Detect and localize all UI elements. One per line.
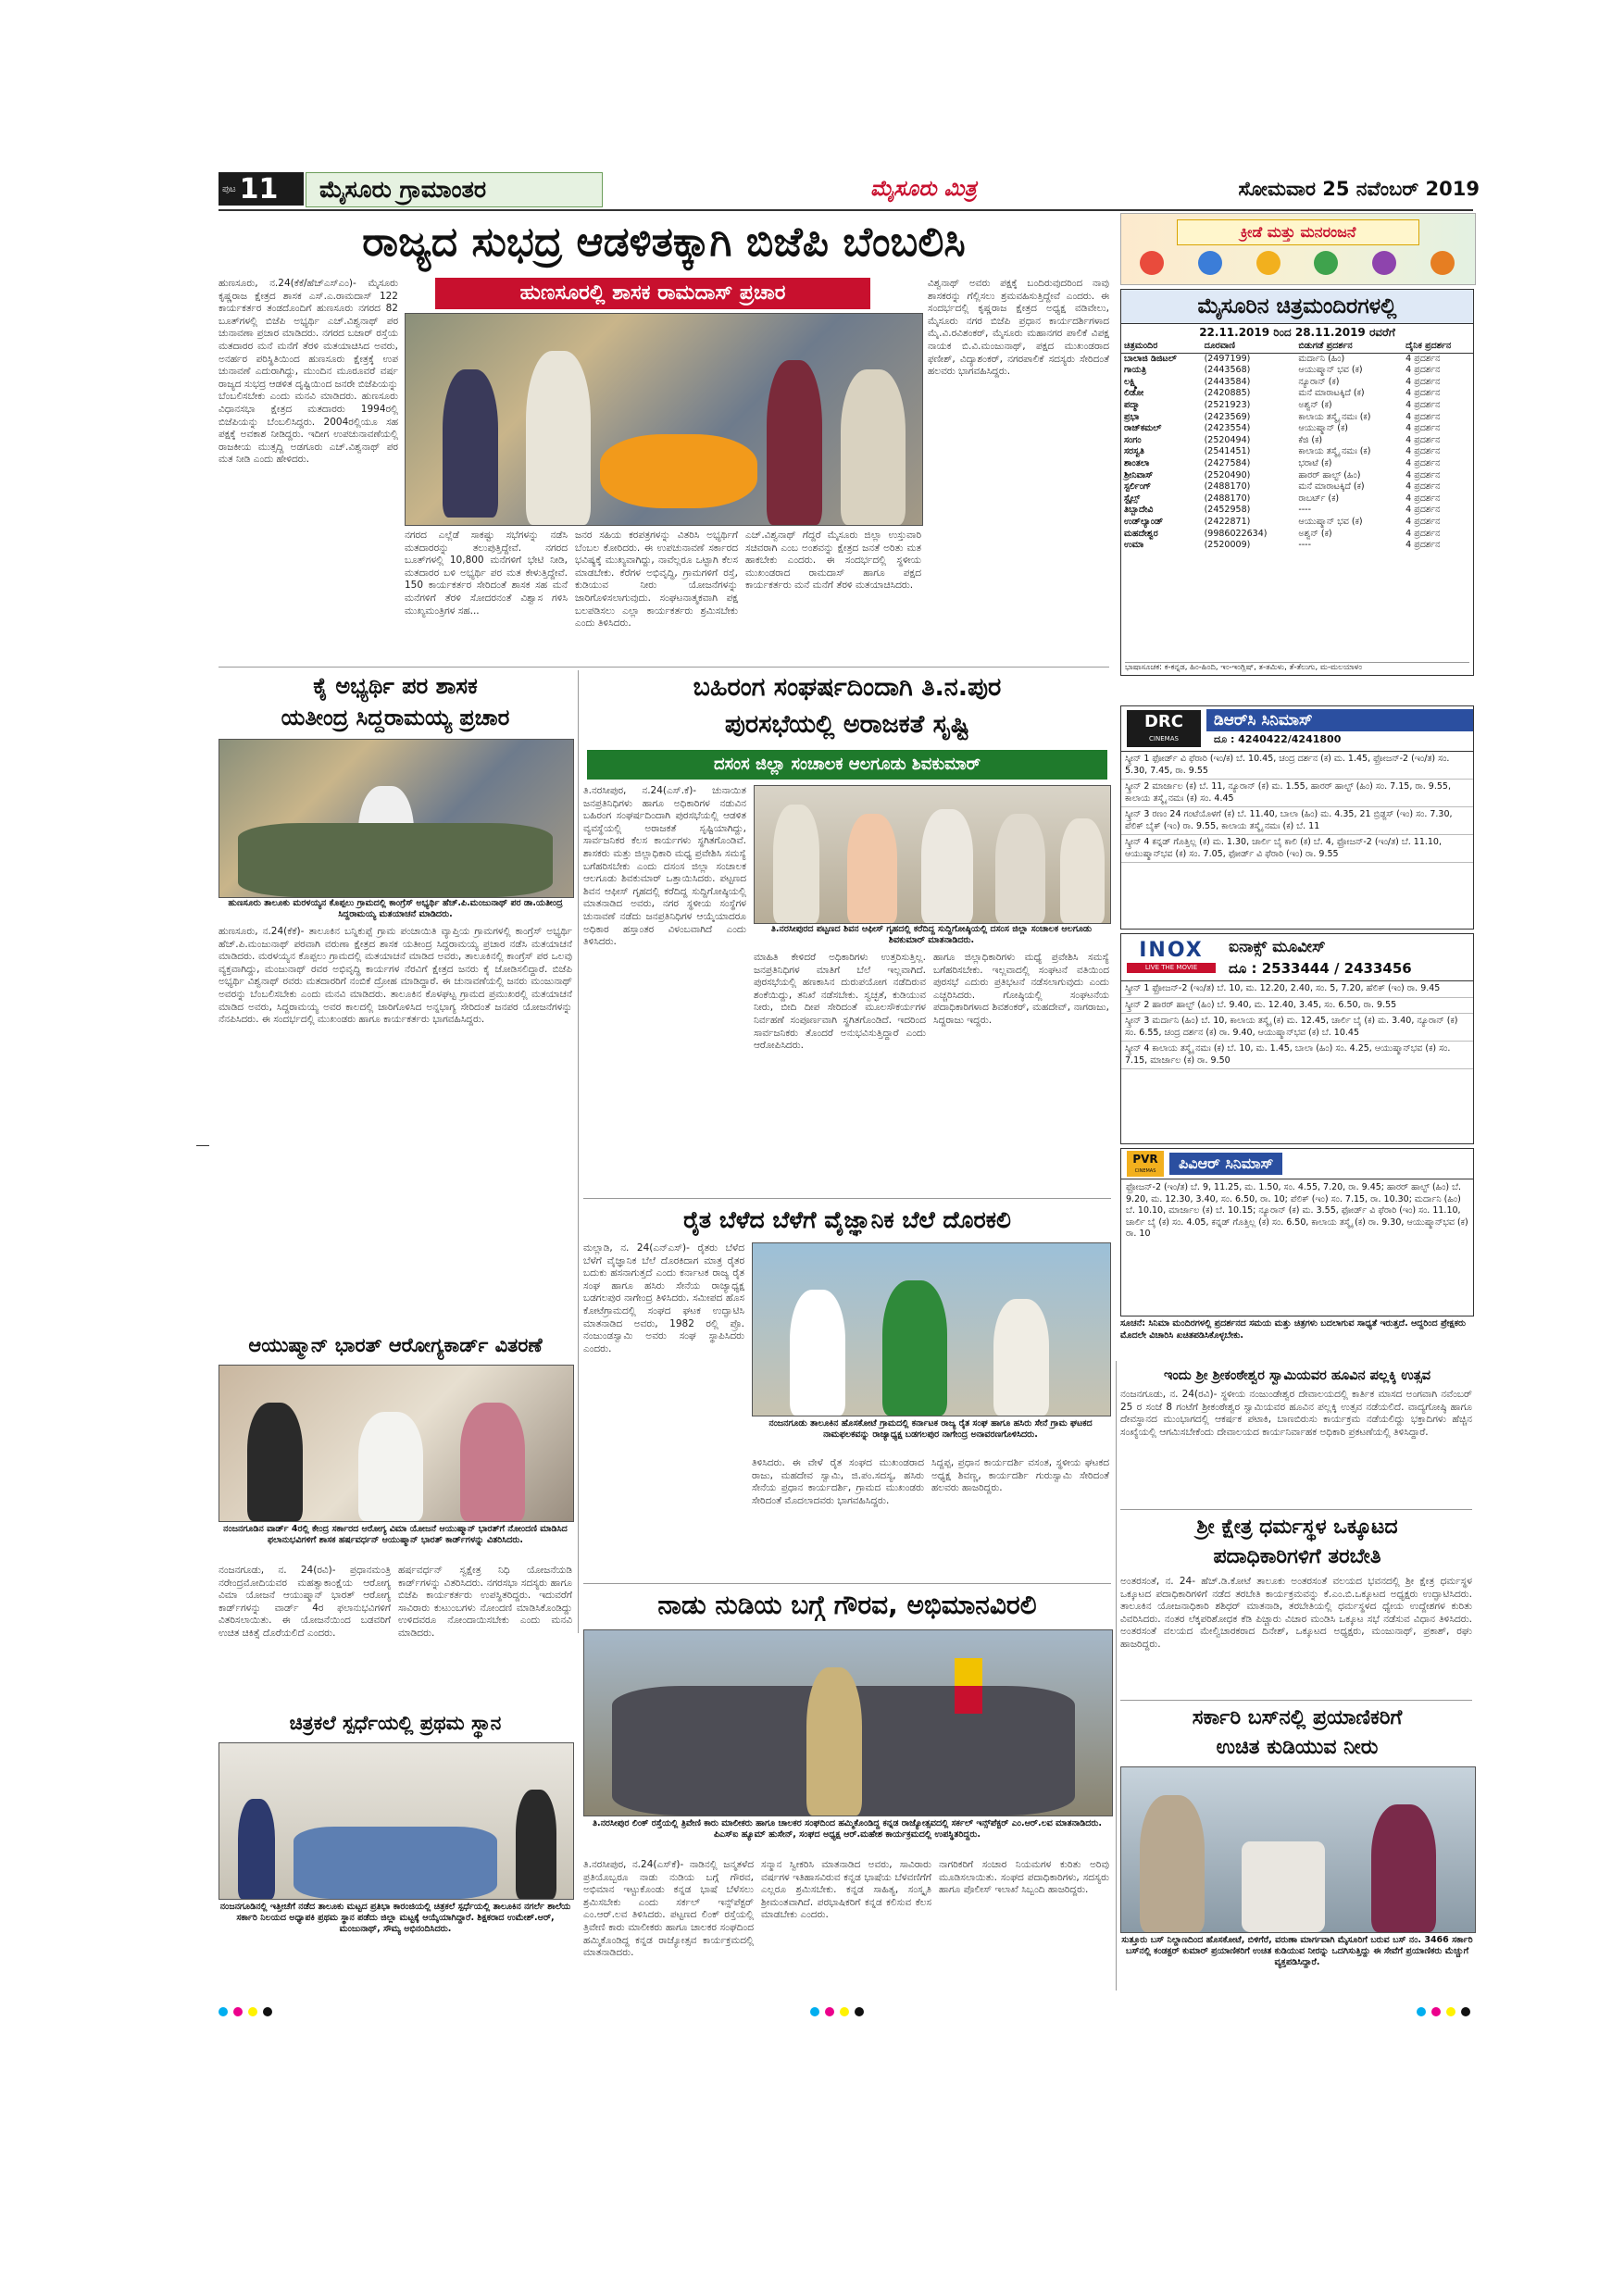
theatre-row [1121, 481, 1473, 493]
tnpura-col-2: ಮಾಹಿತಿ ಕೇಳಿದರೆ ಅಧಿಕಾರಿಗಳು ಉತ್ತರಿಸುತ್ತಿಲ್ಲ. ಜನಪ್ರತಿನಿಧಿಗಳ ಮಾತಿಗೆ ಬೆಲೆ ಇಲ್ಲವಾಗಿದೆ. ಪುರಸಭೆಯಲ್ಲಿ ಹಣಕಾಸಿನ ದುರುಪಯೋಗ ನಡೆದಿರುವ ಶಂಕೆಯಿದ್ದು, ತನಿಖೆ ನಡೆಸಬೇಕು. ಸ್ವಚ್ಛತೆ, ಕುಡಿಯುವ ನೀರು, ಬೀದಿ ದೀಪ ಸೇರಿದಂತೆ ಮೂಲಸೌಕರ್ಯಗಳ ನಿರ್ವಹಣೆ ಸಂಪೂರ್ಣವಾಗಿ ಸ್ಥಗಿತಗೊಂಡಿದೆ. ಇದರಿಂದ ಸಾರ್ವಜನಿಕರು ತೊಂದರೆ ಅನುಭವಿಸುತ್ತಿದ್ದಾರೆ ಎಂದು ಆರೋಪಿಸಿದರು. [754, 952, 926, 1052]
theatre-cell: ಪದ್ಮಾ [1124, 399, 1140, 410]
theatre-cell: ಹಾರರ್ ಹಾಲ್ಟ್ (ಹಿಂ) [1298, 469, 1361, 480]
theatre-table [1121, 341, 1473, 552]
drc-screen-row: ಸ್ಕ್ರೀನ್ 4 ಕನ್ನಡ್ ಗೊತ್ತಿಲ್ಲ (ಕ) ಮ. 1.30, ಚಾರ್ಲಿ ಬೈ ಕಾಲಿ (ಕ) ಬೆ. 4, ಫ್ರೋಜನ್-2 (ಇಂ/ತ) ಬೆ. 11.10, ಆಯುಷ್ಮಾನ್‌ಭವ (ಕ) ಸಂ. 7.05, ಫೋರ್ಡ್ ವಿ ಫೆರಾರಿ (ಇಂ) ರಾ. 9.55 [1121, 835, 1473, 863]
theatre-cell: (2488170) [1204, 493, 1251, 504]
theatre-cell: ರಾಜ್‌ಕಮಲ್ [1124, 423, 1162, 434]
bus-photo [1120, 1766, 1476, 1933]
theatre-cell: 4 ಪ್ರದರ್ಶನ [1405, 365, 1441, 376]
naadu-col-1: ತಿ.ನರಸೀಪುರ, ನ.24(ಎಸ್‌ಕೆ)- ನಾಡಿನಲ್ಲಿ ಜನ್ಮತಳೆದ ಪ್ರತಿಯೊಬ್ಬರೂ ನಾಡು ನುಡಿಯ ಬಗ್ಗೆ ಗೌರವ, ಅಭಿಮಾನ ಇಟ್ಟುಕೊಂಡು ಕನ್ನಡ ಭಾಷೆ ಬೆಳೆಸಲು ಶ್ರಮಿಸಬೇಕು ಎಂದು ಸರ್ಕಲ್ ಇನ್ಸ್‌ಪೆಕ್ಟರ್ ಎಂ.ಆರ್.ಲವ ತಿಳಿಸಿದರು. ಪಟ್ಟಣದ ಲಿಂಕ್ ರಸ್ತೆಯಲ್ಲಿ ತ್ರಿವೇಣಿ ಕಾರು ಮಾಲೀಕರು ಹಾಗೂ ಚಾಲಕರ ಸಂಘದಿಂದ ಹಮ್ಮಿಕೊಂಡಿದ್ದ ಕನ್ನಡ ರಾಜ್ಯೋತ್ಸವ ಕಾರ್ಯಕ್ರಮದಲ್ಲಿ ಮಾತನಾಡಿದರು. [583, 1859, 754, 1959]
theatre-cell: ಮನೆ ಮಾರಾಟಕ್ಕಿದೆ (ಕ) [1298, 481, 1365, 493]
bus-headline-2: ಉಚಿತ ಕುಡಿಯುವ ನೀರು [1216, 1736, 1379, 1759]
theatre-row [1121, 446, 1473, 458]
naadu-col-2: ಸನ್ಮಾನ ಸ್ವೀಕರಿಸಿ ಮಾತನಾಡಿದ ಅವರು, ಸಾವಿರಾರು ವರ್ಷಗಳ ಇತಿಹಾಸವಿರುವ ಕನ್ನಡ ಭಾಷೆಯ ಬೆಳವಣಿಗೆಗೆ ಎಲ್ಲರೂ ಶ್ರಮಿಸಬೇಕು. ಕನ್ನಡ ಸಾಹಿತ್ಯ, ಸಂಸ್ಕೃತಿ ಶ್ರೀಮಂತವಾಗಿದೆ. ಪರಭಾಷಿಕರಿಗೆ ಕನ್ನಡ ಕಲಿಸುವ ಕೆಲಸ ಮಾಡಬೇಕು ಎಂದರು. [761, 1859, 931, 1921]
bus-headline-1: ಸರ್ಕಾರಿ ಬಸ್‌ನಲ್ಲಿ ಪ್ರಯಾಣಿಕರಿಗೆ [1192, 1706, 1403, 1729]
yathindra-caption: ಹುಣಸೂರು ತಾಲೂಕು ಮರಳಯ್ಯನ ಕೊಪ್ಪಲು ಗ್ರಾಮದಲ್ಲಿ ಕಾಂಗ್ರೆಸ್ ಅಭ್ಯರ್ಥಿ ಹೆಚ್.ಪಿ.ಮಂಜುನಾಥ್ ಪರ ಡಾ.ಯತೀಂದ್ರ ಸಿದ್ದರಾಮಯ್ಯ ಮತಯಾಚನೆ ಮಾಡಿದರು. [228, 898, 563, 919]
theatre-cell: ಮನೆ ಮಾರಾಟಕ್ಕಿದೆ (ಕ) [1298, 388, 1365, 399]
theatre-cell: (2427584) [1204, 457, 1251, 468]
ayushman-photo [219, 1365, 574, 1522]
theatre-cell: ಶಾಂತಲಾ [1124, 457, 1150, 468]
theatre-cell: (2422871) [1204, 516, 1251, 527]
theatre-cell: (2520490) [1204, 469, 1251, 480]
theatre-cell: (2488170) [1204, 481, 1251, 493]
naadu-headline: ನಾಡು ನುಡಿಯ ಬಗ್ಗೆ ಗೌರವ, ಅಭಿಮಾನವಿರಲಿ [657, 1590, 1037, 1620]
lead-headline: ರಾಜ್ಯದ ಸುಭದ್ರ ಆಡಳಿತಕ್ಕಾಗಿ ಬಿಜೆಪಿ ಬೆಂಬಲಿಸಿ [362, 218, 966, 266]
farmer-headline: ರೈತ ಬೆಳೆದ ಬೆಳೆಗೆ ವೈಜ್ಞಾನಿಕ ಬೆಲೆ ದೊರಕಲಿ [683, 1206, 1011, 1233]
theatre-cell: 4 ಪ್ರದರ್ಶನ [1405, 434, 1441, 445]
theatre-cell: ಕಾಲಾಯ ತಸ್ಮೈ ನಮಃ (ಕ) [1298, 446, 1371, 457]
farmer-caption: ನಂಜನಗೂಡು ತಾಲೂಕಿನ ಹೊಸಕೋಟೆ ಗ್ರಾಮದಲ್ಲಿ ಕರ್ನಾಟಕ ರಾಜ್ಯ ರೈತ ಸಂಘ ಹಾಗೂ ಹಸಿರು ಸೇನೆ ಗ್ರಾಮ ಘಟಕದ ನಾಮಫಲಕವನ್ನು ರಾಜ್ಯಾಧ್ಯಕ್ಷ ಬಡಗಲಪುರ ನಾಗೇಂದ್ರ ಅನಾವರಣಗೊಳಿಸಿದರು. [768, 1418, 1093, 1440]
section-title: ಮೈಸೂರು ಗ್ರಾಮಾಂತರ [306, 172, 603, 207]
drc-logo: DRC CINEMAS [1127, 710, 1201, 747]
theatre-cell: ಬಾಲಾಜಿ ಡಿಜಿಟಲ್ [1124, 353, 1177, 364]
theatre-cell: 4 ಪ್ರದರ್ಶನ [1405, 457, 1441, 468]
theatre-footnote: ಭಾಷಾಸೂಚಕ: ಕ-ಕನ್ನಡ, ಹಿಂ-ಹಿಂದಿ, ಇಂ-ಇಂಗ್ಲಿಷ್, ತ-ತಮಿಳು, ತೆ-ತೆಲುಗು, ಮ-ಮಲಯಾಳಂ [1125, 662, 1469, 673]
theatre-row [1121, 517, 1473, 529]
yathindra-headline-1: ಕೈ ಅಭ್ಯರ್ಥಿ ಪರ ಶಾಸಕ [313, 673, 478, 699]
registration-dot [233, 2007, 243, 2016]
theatre-row [1121, 412, 1473, 424]
inox-screen-row: ಸ್ಕ್ರೀನ್ 2 ಹಾರರ್ ಹಾಲ್ಟ್ (ಹಿಂ) ಬೆ. 9.40, ಮ. 12.40, 3.45, ಸಂ. 6.50, ರಾ. 9.55 [1121, 998, 1473, 1015]
dharmasthala-headline-1: ಶ್ರೀ ಕ್ಷೇತ್ರ ಧರ್ಮಸ್ಥಳ ಒಕ್ಕೂಟದ [1196, 1516, 1398, 1539]
theatre-cell: ಉಡ್‌ಲ್ಯಾಂಡ್ [1124, 516, 1164, 527]
tnpura-photo [754, 785, 1111, 924]
registration-dot [263, 2007, 272, 2016]
drc-phone: ದೂ : 4240422/4241800 [1214, 733, 1342, 745]
farmer-col-3: ಸಿದ್ದಪ್ಪ, ಪ್ರಧಾನ ಕಾರ್ಯದರ್ಶಿ ವಸಂತ, ಸ್ಥಳೀಯ ಘಟಕದ ಅಧ್ಯಕ್ಷ ಶಿವಣ್ಣ, ಕಾರ್ಯದರ್ಶಿ ಗುರುಸ್ವಾಮಿ ಸೇರಿದಂತೆ ಹಲವರು ಹಾಜರಿದ್ದರು. [931, 1457, 1109, 1494]
theatre-row [1121, 470, 1473, 482]
theatre-cell: 4 ಪ್ರದರ್ಶನ [1405, 376, 1441, 387]
registration-dot [1461, 2007, 1470, 2016]
naadu-caption: ತಿ.ನರಸೀಪುರ ಲಿಂಕ್ ರಸ್ತೆಯಲ್ಲಿ ತ್ರಿವೇಣಿ ಕಾರು ಮಾಲೀಕರು ಹಾಗೂ ಚಾಲಕರ ಸಂಘದಿಂದ ಹಮ್ಮಿಕೊಂಡಿದ್ದ ಕನ್ನಡ ರಾಜ್ಯೋತ್ಸವದಲ್ಲಿ ಸರ್ಕಲ್ ಇನ್ಸ್‌ಪೆಕ್ಟರ್ ಎಂ.ಆರ್.ಲವ ಮಾತನಾಡಿದರು. ಪಿಎಸ್‌ಐ ಹ್ಯೂಮ್ ಹುಸೇನ್, ಸಂಘದ ಅಧ್ಯಕ್ಷ ಆರ್.ಮಹೇಶ ಕಾರ್ಯಕ್ರಮದಲ್ಲಿ ಉಪಸ್ಥಿತರಿದ್ದರು. [592, 1818, 1102, 1840]
pvr-body: ಫ್ರೋಜನ್-2 (ಇಂ/ತ) ಬೆ. 9, 11.25, ಮ. 1.50, ಸಂ. 4.55, 7.20, ರಾ. 9.45; ಹಾರರ್ ಹಾಲ್ಟ್ (ಹಿಂ) ಬೆ. 9.20, ಮ. 12.30, 3.40, ಸಂ. 6.50, ರಾ. 10; ಪೆಲಿಕ್ (ಇಂ) ಸಂ. 7.15, ರಾ. 10.30; ಮರ್ದಾನಿ (ಹಿಂ) ಬೆ. 10.10, ಮಾರ್ಜಾಲ (ಕ) ಬೆ. 10.15; ನ್ಯೂರಾನ್ (ಕ) ಮ. 3.55, ಫೋರ್ಡ್ ವಿ ಫೆರಾರಿ (ಇಂ) ಸಂ. 11.10, ಚಾರ್ಲಿ ಬೈ (ಕ) ಸಂ. 4.05, ಕನ್ನಡ್ ಗೊತ್ತಿಲ್ಲ (ಕ) ಸಂ. 6.50, ಕಾಲಾಯ ತಸ್ಮೈ (ಕ) ರಾ. 9.30, ಆಯುಷ್ಮಾನ್‌ಭವ (ಕ) ರಾ. 10 [1126, 1182, 1468, 1239]
farmer-col-2: ತಿಳಿಸಿದರು. ಈ ವೇಳೆ ರೈತ ಸಂಘದ ಮುಖಂಡರಾದ ರಾಜು, ಮಹದೇವ ಸ್ವಾಮಿ, ಜಿ.ಪಂ.ಸದಸ್ಯ, ಹಸಿರು ಸೇನೆಯ ಪ್ರಧಾನ ಕಾರ್ಯದರ್ಶಿ, ಗ್ರಾಮದ ಮುಖಂಡರು ಸೇರಿದಂತೆ ಮೊದಲಾದವರು ಭಾಗವಹಿಸಿದ್ದರು. [752, 1457, 924, 1506]
naadu-photo [583, 1629, 1113, 1816]
theatre-cell: ಸ್ಟೈಲ್ಸ್ [1124, 493, 1141, 504]
theatre-cell: 4 ಪ್ರದರ್ಶನ [1405, 516, 1441, 527]
utsava-body: ನಂಜನಗೂಡು, ನ. 24(ರವಿ)- ಸ್ಥಳೀಯ ನಂಜುಂಡೇಶ್ವರ ದೇವಾಲಯದಲ್ಲಿ ಕಾರ್ತಿಕ ಮಾಸದ ಅಂಗವಾಗಿ ನವೆಂಬರ್ 25 ರ ಸಂಜೆ 8 ಗಂಟೆಗೆ ಶ್ರೀಕಂಠೇಶ್ವರ ಸ್ವಾಮಿಯವರ ಹೂವಿನ ಪಲ್ಲಕ್ಕಿ ಉತ್ಸವ ನಡೆಯಲಿದೆ. ವಾದ್ಯಗೋಷ್ಠಿ ಹಾಗೂ ದೇವಸ್ಥಾನದ ಮುಂಭಾಗದಲ್ಲಿ ಆಕರ್ಷಕ ಪಟಾಕಿ, ಬಾಣಬಿರುಸು ಕಾರ್ಯಕ್ರಮ ನಡೆಯಲಿದ್ದು ಭಕ್ತಾದಿಗಳು ಹೆಚ್ಚಿನ ಸಂಖ್ಯೆಯಲ್ಲಿ ಆಗಮಿಸಬೇಕೆಂದು ದೇವಾಲಯದ ಕಾರ್ಯನಿರ್ವಾಹಕ ಅಧಿಕಾರಿ ಪ್ರಕಟಣೆಯಲ್ಲಿ ತಿಳಿಸಿದ್ದಾರೆ. [1120, 1389, 1472, 1438]
theatre-cell: 4 ಪ್ರದರ್ಶನ [1405, 481, 1441, 493]
theatre-col-header: ದೂರವಾಣಿ [1202, 341, 1296, 353]
drc-screen-row: ಸ್ಕ್ರೀನ್ 3 ರಣಂ 24 ಗಂಟೆಯೊಳಗೆ (ಕ) ಬೆ. 11.40, ಬಾಲಾ (ಹಿಂ) ಮ. 4.35, 21 ಬ್ರಿಡ್ಜಸ್ (ಇಂ) ಸಂ. 7.30, ಪೆಲಿಕ್ ಬೈಕ್ (ಇಂ) ರಾ. 9.55, ಕಾಲಾಯ ತಸ್ಮೈ ನಮಃ (ಕ) ಬೆ. 11 [1121, 807, 1473, 835]
theatre-cell: ಪ್ರಭಾ [1124, 411, 1140, 422]
theatre-cell: ಆಯುಷ್ಮಾನ್ ಭವ (ಕ) [1298, 516, 1363, 527]
theatre-cell: (2423569) [1204, 411, 1251, 422]
lead-col-1: ಹುಣಸೂರು, ನ.24(ಕೆಕೆ/ಹೆಚ್‌ಎಸ್‌ಎಂ)- ಮೈಸೂರು ಕೃಷ್ಣರಾಜ ಕ್ಷೇತ್ರದ ಶಾಸಕ ಎಸ್.ಎ.ರಾಮದಾಸ್ 122 ಕಾರ್ಯಕರ್ತರ ತಂಡದೊಂದಿಗೆ ಹುಣಸೂರು ನಗರದ 82 ಬೂತ್‌ಗಳಲ್ಲಿ ಬಿಜೆಪಿ ಅಭ್ಯರ್ಥಿ ಎಚ್.ವಿಶ್ವನಾಥ್ ಪರ ಚುನಾವಣಾ ಪ್ರಚಾರ ಮಾಡಿದರು. ನಗರದ ಬಜಾರ್ ರಸ್ತೆಯ ಮತದಾರರ ಮನೆ ಮನೆಗೆ ತೆರಳಿ ಮತಯಾಚಿಸಿದ ಅವರು, ಅನರ್ಹರ ಪರಿಸ್ಥಿತಿಯಿಂದ ಹುಣಸೂರು ಕ್ಷೇತ್ರಕ್ಕೆ ಉಪ ಚುನಾವಣೆ ಎದುರಾಗಿದ್ದು, ಮುಂದಿನ ಮೂರೂವರೆ ವರ್ಷ ರಾಜ್ಯದ ಸುಭದ್ರ ಆಡಳಿತ ದೃಷ್ಟಿಯಿಂದ ಜನರೇ ಬಿಜೆಪಿಯನ್ನು ಬೆಂಬಲಿಸಬೇಕು ಎಂದು ಮನವಿ ಮಾಡಿದರು. ಹುಣಸೂರು ವಿಧಾನಸಭಾ ಕ್ಷೇತ್ರದ ಮತದಾರರು 1994ರಲ್ಲಿ ಬಿಜೆಪಿಯನ್ನು ಬೆಂಬಲಿಸಿದ್ದರು. 2004ರಲ್ಲಿಯೂ ಸಹ ಪಕ್ಷಕ್ಕೆ ಅವಕಾಶ ನೀಡಿದ್ದರು. ಇದೀಗ ಉಪಚುನಾವಣೆಯಲ್ಲಿ ರಾಜಕೀಯ ಮುತ್ಸದ್ದಿ ಅಡಗೂರು ಎಚ್.ವಿಶ್ವನಾಥ್ ಪರ ಮತ ನೀಡಿ ಎಂದು ಹೇಳಿದರು. [219, 278, 398, 466]
bus-caption: ಸುತ್ತೂರು ಬಸ್ ನಿಲ್ದಾಣದಿಂದ ಹೊಸಕೋಟೆ, ಬಿಳಿಗೆರೆ, ವರುಣಾ ಮಾರ್ಗವಾಗಿ ಮೈಸೂರಿಗೆ ಬರುವ ಬಸ್ ನಂ. 3466 ಸರ್ಕಾರಿ ಬಸ್‌ನಲ್ಲಿ ಕಂಡಕ್ಟರ್ ಕುಮಾರ್ ಪ್ರಯಾಣಿಕರಿಗೆ ಉಚಿತ ಕುಡಿಯುವ ನೀರನ್ನು ಒದಗಿಸುತ್ತಿದ್ದು ಈ ಸೇವೆಗೆ ಪ್ರಯಾಣಿಕರು ಮೆಚ್ಚುಗೆ ವ್ಯಕ್ತಪಡಿಸಿದ್ದಾರೆ. [1121, 1935, 1473, 1967]
theatre-cell: ಆಯುಷ್ಮಾನ್ (ಕ) [1298, 423, 1348, 434]
chitrakale-headline: ಚಿತ್ರಕಲೆ ಸ್ಪರ್ಧೆಯಲ್ಲಿ ಪ್ರಥಮ ಸ್ಥಾನ [289, 1712, 502, 1734]
theatre-cell: (9986022634) [1204, 528, 1268, 539]
drc-listing [1120, 705, 1474, 930]
tnpura-col-1: ತಿ.ನರಸೀಪುರ, ನ.24(ಎಸ್.ಕೆ)- ಚುನಾಯಿತ ಜನಪ್ರತಿನಿಧಿಗಳು ಹಾಗೂ ಅಧಿಕಾರಿಗಳ ನಡುವಿನ ಬಹಿರಂಗ ಸಂಘರ್ಷದಿಂದಾಗಿ ಪುರಸಭೆಯಲ್ಲಿ ಆಡಳಿತ ವ್ಯವಸ್ಥೆಯಲ್ಲಿ ಅರಾಜಕತೆ ಸೃಷ್ಟಿಯಾಗಿದ್ದು, ಸಾರ್ವಜನಿಕರ ಕೆಲಸ ಕಾರ್ಯಗಳು ಸ್ಥಗಿತಗೊಂಡಿವೆ. ಶಾಸಕರು ಮತ್ತು ಜಿಲ್ಲಾಧಿಕಾರಿ ಮಧ್ಯ ಪ್ರವೇಶಿಸಿ ಸಮಸ್ಯೆ ಬಗೆಹರಿಸಬೇಕು ಎಂದು ದಸಂಸ ಜಿಲ್ಲಾ ಸಂಚಾಲಕ ಆಲಗೂಡು ಶಿವಕುಮಾರ್ ಒತ್ತಾಯಿಸಿದರು. ಪಟ್ಟಣದ ಶಿವನ ಆಫೀಸ್ ಗೃಹದಲ್ಲಿ ಕರೆದಿದ್ದ ಸುದ್ದಿಗೋಷ್ಠಿಯಲ್ಲಿ ಮಾತನಾಡಿದ ಅವರು, ನಗರ ಸ್ಥಳೀಯ ಸಂಸ್ಥೆಗಳ ಚುನಾವಣೆ ನಡೆದು ಜನಪ್ರತಿನಿಧಿಗಳ ಆಯ್ಕೆಯಾದರೂ ಅಧಿಕಾರ ಹಸ್ತಾಂತರ ವಿಳಂಬವಾಗಿದೆ ಎಂದು ತಿಳಿಸಿದರು. [583, 785, 746, 948]
chitrakale-caption: ನಂಜನಗೂಡಿನಲ್ಲಿ ಇತ್ತೀಚೆಗೆ ನಡೆದ ತಾಲೂಕು ಮಟ್ಟದ ಪ್ರತಿಭಾ ಕಾರಂಜಿಯಲ್ಲಿ ಚಿತ್ರಕಲೆ ಸ್ಪರ್ಧೆಯಲ್ಲಿ ತಾಲೂಕಿನ ನಗರ್ಲೆ ಶಾಲೆಯ ಸರ್ಕಾರಿ ನಿಲಯದ ಅಧ್ಯಾಪಕಿ ಪ್ರಥಮ ಸ್ಥಾನ ಪಡೆದು ಜಿಲ್ಲಾ ಮಟ್ಟಕ್ಕೆ ಆಯ್ಕೆಯಾಗಿದ್ದಾರೆ. ಶಿಕ್ಷಕರಾದ ಉಮೇಶ್.ಆರ್, ಮಂಜುನಾಥ್, ಸೌಮ್ಯ ಅಭಿನಂದಿಸಿದರು. [219, 1902, 571, 1934]
yathindra-body: ಹುಣಸೂರು, ನ.24(ಕೆಕೆ)- ತಾಲೂಕಿನ ಬನ್ನಿಕುಪ್ಪೆ ಗ್ರಾಮ ಪಂಚಾಯಿತಿ ವ್ಯಾಪ್ತಿಯ ಗ್ರಾಮಗಳಲ್ಲಿ ಕಾಂಗ್ರೆಸ್ ಅಭ್ಯರ್ಥಿ ಹೆಚ್.ಪಿ.ಮಂಜುನಾಥ್ ಪರವಾಗಿ ವರುಣಾ ಕ್ಷೇತ್ರದ ಶಾಸಕ ಯತೀಂದ್ರ ಸಿದ್ದರಾಮಯ್ಯ ಪ್ರಚಾರ ನಡೆಸಿ ಮತಯಾಚನೆ ಮಾಡಿದರು. ಮರಳಯ್ಯನ ಕೊಪ್ಪಲು ಗ್ರಾಮದಲ್ಲಿ ಮತಯಾಚನೆ ಮಾಡಿದ ಅವರು, ತಾಲೂಕಿನಲ್ಲಿ ಕಾಂಗ್ರೆಸ್ ಪರ ಒಲವು ವ್ಯಕ್ತವಾಗಿದ್ದು, ಮಂಜುನಾಥ್ ರವರ ಅಭಿವೃದ್ಧಿ ಕಾರ್ಯಗಳ ನೆರವಿಗೆ ಕ್ಷೇತ್ರದ ಜನರು ಕೈ ಜೋಡಿಸಲಿದ್ದಾರೆ. ಬಿಜೆಪಿ ಅಭ್ಯರ್ಥಿ ವಿಶ್ವನಾಥ್ ರವರು ಮತದಾರರಿಗೆ ನಂಬಿಕೆ ದ್ರೋಹ ಮಾಡಿದ್ದಾರೆ. ಈ ಚುನಾವಣೆಯಲ್ಲಿ ಜನರು ಮಂಜುನಾಥ್ ಅವರನ್ನು ಬೆಂಬಲಿಸಬೇಕು ಎಂದು ಮನವಿ ಮಾಡಿದರು. ತಾಲೂಕಿನ ಕೊಳಘಟ್ಟ ಗ್ರಾಮದ ಪ್ರಮುಖರಲ್ಲಿ ಮತಯಾಚನೆ ಮಾಡಿದ ಅವರು, ಸಿದ್ದರಾಮಯ್ಯ ಅವರ ಕಾಲದಲ್ಲಿ ಜಾರಿಗೊಳಿಸಿದ ಅನ್ನಭಾಗ್ಯ ಸೇರಿದಂತೆ ಜನಪರ ಯೋಜನೆಗಳನ್ನು ನೆನಪಿಸಿದರು. ಈ ಸಂದರ್ಭದಲ್ಲಿ ಮುಖಂಡರು ಹಾಗೂ ಕಾರ್ಯಕರ್ತರು ಭಾಗವಹಿಸಿದ್ದರು. [219, 926, 572, 1026]
ayushman-col-1: ನಂಜನಗೂಡು, ನ. 24(ರವಿ)- ಪ್ರಧಾನಮಂತ್ರಿ ನರೇಂದ್ರಮೋದಿಯವರ ಮಹತ್ವಾಕಾಂಕ್ಷೆಯ ಆರೋಗ್ಯ ವಿಮಾ ಯೋಜನೆ ಆಯುಷ್ಮಾನ್ ಭಾರತ್ ಆರೋಗ್ಯ ಕಾರ್ಡ್‌ಗಳನ್ನು ವಾರ್ಡ್ 4ರ ಫಲಾನುಭವಿಗಳಿಗೆ ವಿತರಿಸಲಾಯಿತು. ಈ ಯೋಜನೆಯಿಂದ ಬಡವರಿಗೆ ಉಚಿತ ಚಿಕಿತ್ಸೆ ದೊರೆಯಲಿದೆ ಎಂದರು. [219, 1565, 391, 1639]
theatre-row [1121, 529, 1473, 541]
theatre-cell: ನ್ಯೂರಾನ್ (ಕ) [1298, 376, 1340, 387]
issue-date: ಸೋಮವಾರ 25 ನವೆಂಬರ್ 2019 [1238, 178, 1480, 200]
page-label: ಪುಟ [222, 183, 236, 194]
dharmasthala-headline-2: ಪದಾಧಿಕಾರಿಗಳಿಗೆ ತರಬೇತಿ [1213, 1545, 1381, 1568]
lead-col-2: ನಗರದ ಎಲ್ಲೆಡೆ ಸಾಕಷ್ಟು ಸಭೆಗಳನ್ನು ನಡೆಸಿ ಮತದಾರರನ್ನು ತಲುಪುತ್ತಿದ್ದೇವೆ. ನಗರದ ಬೂತ್‌ಗಳಲ್ಲಿ 10,800 ಮನೆಗಳಿಗೆ ಭೇಟಿ ನೀಡಿ, ಮತದಾರರ ಬಳಿ ಅಭ್ಯರ್ಥಿ ಪರ ಮತ ಕೇಳುತ್ತಿದ್ದೇವೆ. 150 ಕಾರ್ಯಕರ್ತರ ಸೇರಿದಂತೆ ಶಾಸಕ ಸಹ ಮನೆ ಮನೆಗಳಿಗೆ ತೆರಳಿ ಸೋದರನಂತೆ ವಿಶ್ವಾಸ ಗಳಿಸಿ ಮುಖ್ಯಮಂತ್ರಿಗಳ ಸಹ... [405, 530, 568, 617]
theatre-cell: ಅಶ್ವನ್ (ಕ) [1298, 399, 1332, 410]
sports-banner-title: ಕ್ರೀಡೆ ಮತ್ತು ಮನರಂಜನೆ [1177, 219, 1419, 245]
theatre-cell: ಅಶ್ವನ್ (ಕ) [1298, 528, 1332, 539]
lead-col-3: ಜನರ ಸಹಿಯ ಕರಪತ್ರಗಳನ್ನು ವಿತರಿಸಿ ಅಭ್ಯರ್ಥಿಗೆ ಬೆಂಬಲ ಕೋರಿದರು. ಈ ಉಪಚುನಾವಣೆ ಸರ್ಕಾರದ ಭವಿಷ್ಯಕ್ಕೆ ಮುಖ್ಯವಾಗಿದ್ದು, ನಾವೆಲ್ಲರೂ ಒಟ್ಟಾಗಿ ಕೆಲಸ ಮಾಡಬೇಕು. ಕೆರೆಗಳ ಅಭಿವೃದ್ಧಿ, ಗ್ರಾಮಗಳಿಗೆ ರಸ್ತೆ, ಕುಡಿಯುವ ನೀರು ಯೋಜನೆಗಳನ್ನು ಜಾರಿಗೊಳಿಸಲಾಗುವುದು. ಸಂಘಟನಾತ್ಮಕವಾಗಿ ಪಕ್ಷ ಬಲಪಡಿಸಲು ಎಲ್ಲಾ ಕಾರ್ಯಕರ್ತರು ಶ್ರಮಿಸಬೇಕು ಎಂದು ತಿಳಿಸಿದರು. [575, 530, 738, 630]
theatre-cell: ಸಂಗಂ [1124, 434, 1142, 445]
lead-col-5: ವಿಶ್ವನಾಥ್ ಅವರು ಪಕ್ಷಕ್ಕೆ ಬಂದಿರುವುದರಿಂದ ನಾವು ಶಾಸಕರನ್ನು ಗೆಲ್ಲಿಸಲು ಶ್ರಮವಹಿಸುತ್ತಿದ್ದೇವೆ ಎಂದರು. ಈ ಸಂದರ್ಭದಲ್ಲಿ ಕೃಷ್ಣರಾಜ ಕ್ಷೇತ್ರದ ಅಧ್ಯಕ್ಷ ವಡಿವೇಲು, ಮೈಸೂರು ನಗರ ಬಿಜೆಪಿ ಪ್ರಧಾನ ಕಾರ್ಯದರ್ಶಿಗಳಾದ ಮೈ.ವಿ.ರವಿಶಂಕರ್, ಮೈಸೂರು ಮಹಾನಗರ ಪಾಲಿಕೆ ವಿಪಕ್ಷ ನಾಯಕ ಬಿ.ವಿ.ಮಂಜುನಾಥ್, ಪಕ್ಷದ ಮುಖಂಡರಾದ ಫಣೀಶ್, ವಿದ್ಯಾಶಂಕರ್, ನಗರಪಾಲಿಕೆ ಸದಸ್ಯರು ಸೇರಿದಂತೆ ಹಲವರು ಭಾಗವಹಿಸಿದ್ದರು. [928, 278, 1109, 378]
theatre-row [1121, 435, 1473, 447]
tnpura-headline-1: ಬಹಿರಂಗ ಸಂಘರ್ಷದಿಂದಾಗಿ ತಿ.ನ.ಪುರ [693, 673, 1002, 702]
theatre-cell: ಭರಾಟೆ (ಕ) [1298, 457, 1332, 468]
drc-title: ಡಿಆರ್‌ಸಿ ಸಿನಿಮಾಸ್ [1206, 709, 1473, 731]
theatre-dates: 22.11.2019 ರಿಂದ 28.11.2019 ರವರೆಗೆ [1199, 326, 1395, 339]
tnpura-caption: ತಿ.ನರಸೀಪುರದ ಪಟ್ಟಣದ ಶಿವನ ಆಫೀಸ್ ಗೃಹದಲ್ಲಿ ಕರೆದಿದ್ದ ಸುದ್ದಿಗೋಷ್ಠಿಯಲ್ಲಿ ದಸಂಸ ಜಿಲ್ಲಾ ಸಂಚಾಲಕ ಆಲಗೂಡು ಶಿವಕುಮಾರ್ ಮಾತನಾಡಿದರು. [770, 924, 1093, 945]
registration-dot [248, 2007, 257, 2016]
theatre-cell: 4 ಪ್ರದರ್ಶನ [1405, 446, 1441, 457]
theatre-cell: ಮರ್ದಾನಿ (ಹಿಂ) [1298, 353, 1345, 364]
theatre-cell: ಲಕ್ಷ್ಮಿ [1124, 376, 1138, 387]
sports-banner [1120, 213, 1476, 285]
theatre-cell: (2452958) [1204, 505, 1251, 516]
registration-dot [825, 2007, 834, 2016]
chitrakale-photo [219, 1742, 574, 1900]
theatre-cell: ತಿಬ್ಬಾದೇವಿ [1124, 505, 1154, 516]
lead-col-4: ಎಚ್.ವಿಶ್ವನಾಥ್ ಗೆದ್ದರೆ ಮೈಸೂರು ಜಿಲ್ಲಾ ಉಸ್ತುವಾರಿ ಸಚಿವರಾಗಿ ಎಂಬ ಅಂಶವನ್ನು ಕ್ಷೇತ್ರದ ಜನತೆ ಅರಿತು ಮತ ಹಾಕಬೇಕು ಎಂದರು. ಈ ಸಂದರ್ಭದಲ್ಲಿ ಸ್ಥಳೀಯ ಮುಖಂಡರಾದ ರಾಮದಾಸ್ ಹಾಗೂ ಪಕ್ಷದ ಕಾರ್ಯಕರ್ತರು ಮನೆ ಮನೆಗೆ ತೆರಳಿ ಮತಯಾಚಿಸಿದರು. [745, 530, 921, 592]
theatre-cell: ಉಮಾ [1124, 540, 1144, 551]
theatre-cell: 4 ಪ್ರದರ್ಶನ [1405, 423, 1441, 434]
theatre-cell: (2443568) [1204, 365, 1251, 376]
theatre-cell: 4 ಪ್ರದರ್ಶನ [1405, 388, 1441, 399]
registration-dot [855, 2007, 864, 2016]
theatre-cell: 4 ಪ್ರದರ್ಶನ [1405, 411, 1441, 422]
inox-screen-row: ಸ್ಕ್ರೀನ್ 4 ಕಾಲಾಯ ತಸ್ಮೈ ನಮಃ (ಕ) ಬೆ. 10, ಮ. 1.45, ಬಾಲಾ (ಹಿಂ) ಸಂ. 4.25, ಆಯುಷ್ಮಾನ್‌ಭವ (ಕ) ಸಂ. 7.15, ಮಾರ್ಜಾಲ (ಕ) ರಾ. 9.50 [1121, 1042, 1473, 1069]
theatre-cell: ಸರಸ್ವತಿ [1124, 446, 1144, 457]
theatre-cell: ಲಿಡೋ [1124, 388, 1144, 399]
theatre-cell: ಕೆಜಿ (ಕ) [1298, 434, 1323, 445]
crop-mark [196, 1145, 209, 1146]
registration-dot [219, 2007, 228, 2016]
theatre-row [1121, 353, 1473, 365]
inox-title: ಐನಾಕ್ಸ್ ಮೂವೀಸ್ [1229, 938, 1326, 956]
tnpura-headline-2: ಪುರಸಭೆಯಲ್ಲಿ ಅರಾಜಕತೆ ಸೃಷ್ಟಿ [724, 710, 970, 739]
theatre-cell: 4 ಪ್ರದರ್ಶನ [1405, 540, 1441, 551]
yathindra-headline-2: ಯತೀಂದ್ರ ಸಿದ್ದರಾಮಯ್ಯ ಪ್ರಚಾರ [281, 705, 510, 730]
yathindra-photo [219, 739, 574, 898]
lead-photo [405, 313, 923, 526]
registration-dot [810, 2007, 819, 2016]
theatre-cell: (2521923) [1204, 399, 1251, 410]
inox-listing [1120, 933, 1474, 1144]
inox-phone: ದೂ : 2533444 / 2433456 [1229, 960, 1412, 977]
theatre-col-header: ಬಿಡುಗಡೆ ಪ್ರದರ್ಶನ [1295, 341, 1403, 353]
theatre-row [1121, 505, 1473, 517]
inox-screen-row: ಸ್ಕ್ರೀನ್ 1 ಫ್ರೋಜನ್-2 (ಇಂ/ತ) ಬೆ. 10, ಮ. 12.20, 2.40, ಸಂ. 5, 7.20, ಹೆಲಿಕ್ (ಇಂ) ರಾ. 9.45 [1121, 981, 1473, 998]
inox-screen-row: ಸ್ಕ್ರೀನ್ 3 ಮರ್ದಾನಿ (ಹಿಂ) ಬೆ. 10, ಕಾಲಾಯ ತಸ್ಮೈ (ಕ) ಮ. 12.45, ಚಾರ್ಲಿ ಬೈ (ಕ) ಮ. 3.40, ನ್ಯೂರಾನ್ (ಕ) ಸಂ. 6.55, ಚಂದ್ರ ದರ್ಶನ (ಕ) ರಾ. 9.40, ಆಯುಷ್ಮಾನ್‌ಭವ (ಕ) ಬೆ. 10.45 [1121, 1014, 1473, 1042]
theatre-cell: (2497199) [1204, 353, 1251, 364]
theatre-row [1121, 493, 1473, 505]
theatre-row [1121, 458, 1473, 470]
lead-subhead: ಹುಣಸೂರಲ್ಲಿ ಶಾಸಕ ರಾಮದಾಸ್ ಪ್ರಚಾರ [435, 278, 870, 309]
ayushman-headline: ಆಯುಷ್ಮಾನ್ ಭಾರತ್ ಆರೋಗ್ಯಕಾರ್ಡ್ ವಿತರಣೆ [248, 1334, 543, 1356]
theatre-col-header: ದೈನಿಕ ಪ್ರದರ್ಶನ [1403, 341, 1473, 353]
theatre-cell: 4 ಪ್ರದರ್ಶನ [1405, 469, 1441, 480]
pvr-title: ಪಿವಿಆರ್ ಸಿನಿಮಾಸ್ [1169, 1153, 1282, 1175]
theatre-row [1121, 377, 1473, 389]
theatre-row [1121, 400, 1473, 412]
registration-dot [1446, 2007, 1455, 2016]
registration-dot [1431, 2007, 1441, 2016]
theatre-cell: 4 ಪ್ರದರ್ಶನ [1405, 505, 1441, 516]
theatre-cell: (2520009) [1204, 540, 1251, 551]
theatre-cell: (2520494) [1204, 434, 1251, 445]
farmer-photo [752, 1242, 1111, 1416]
page-number-badge [219, 172, 304, 206]
theatre-cell: ---- [1298, 540, 1312, 551]
inox-logo: INOX LIVE THE MOVIE [1127, 939, 1216, 976]
theatre-cell: ರಾಬರ್ಟ್ (ಕ) [1298, 493, 1340, 504]
theatre-listing [1120, 289, 1474, 676]
theatre-cell: (2423554) [1204, 423, 1251, 434]
tnpura-col-3: ಹಾಗೂ ಜಿಲ್ಲಾಧಿಕಾರಿಗಳು ಮಧ್ಯೆ ಪ್ರವೇಶಿಸಿ ಸಮಸ್ಯೆ ಬಗೆಹರಿಸಬೇಕು. ಇಲ್ಲವಾದಲ್ಲಿ ಸಂಘಟನೆ ವತಿಯಿಂದ ಪುರಸಭೆ ಎದುರು ಪ್ರತಿಭಟನೆ ನಡೆಸಲಾಗುವುದು ಎಂದು ಎಚ್ಚರಿಸಿದರು. ಗೋಷ್ಠಿಯಲ್ಲಿ ಸಂಘಟನೆಯ ಪದಾಧಿಕಾರಿಗಳಾದ ಶಿವಶಂಕರ್, ಮಹದೇವ್, ನಾಗರಾಜು, ಸಿದ್ದರಾಜು ಇದ್ದರು. [933, 952, 1109, 1026]
theatre-col-header: ಚಿತ್ರಮಂದಿರ [1121, 341, 1202, 353]
theatre-cell: (2420885) [1204, 388, 1251, 399]
masthead-logo: ಮೈಸೂರು ಮಿತ್ರ [870, 177, 977, 201]
theatre-row [1121, 388, 1473, 400]
ayushman-col-2: ಹರ್ಷವರ್ಧನ್ ಸ್ವಕ್ಷೇತ್ರ ನಿಧಿ ಯೋಜನೆಯಡಿ ಕಾರ್ಡ್‌ಗಳನ್ನು ವಿತರಿಸಿದರು. ನಗರಸಭಾ ಸದಸ್ಯರು ಹಾಗೂ ಬಿಜೆಪಿ ಕಾರ್ಯಕರ್ತರು ಉಪಸ್ಥಿತರಿದ್ದರು. ಇದುವರೆಗೆ ಸಾವಿರಾರು ಕುಟುಂಬಗಳು ನೋಂದಣಿ ಮಾಡಿಸಿಕೊಂಡಿದ್ದು ಉಳಿದವರೂ ನೋಂದಾಯಿಸಬೇಕು ಎಂದು ಮನವಿ ಮಾಡಿದರು. [398, 1565, 572, 1639]
dharmasthala-body: ಅಂತರಸಂತೆ, ನ. 24- ಹೆಚ್.ಡಿ.ಕೋಟೆ ತಾಲೂಕು ಅಂತರಸಂತೆ ವಲಯದ ಭವನದಲ್ಲಿ ಶ್ರೀ ಕ್ಷೇತ್ರ ಧರ್ಮಸ್ಥಳ ಒಕ್ಕೂಟದ ಪದಾಧಿಕಾರಿಗಳಿಗೆ ನಡೆದ ತರಬೇತಿ ಕಾರ್ಯಕ್ರಮವನ್ನು ಕೆ.ಎಂ.ಬಿ.ಒಕ್ಕೂಟದ ಅಧ್ಯಕ್ಷರು ಉದ್ಘಾಟಿಸಿದರು. ತಾಲೂಕಿನ ಯೋಜನಾಧಿಕಾರಿ ಶಶಿಧರ್ ಮಾತನಾಡಿ, ತರಬೇತಿಯಲ್ಲಿ ಧರ್ಮಸ್ಥಳದ ಧ್ಯೇಯ ಉದ್ದೇಶಗಳ ಕುರಿತು ವಿವರಿಸಿದರು. ನಂತರ ಲೆಕ್ಕಪರಿಶೋಧಕ ಕೆಡಿ ಪಿಚ್ಚಾರು ವಿಚಾರ ಮಂಡಿಸಿ ಒಕ್ಕೂಟ ಸಭೆ ನಡೆಸುವ ವಿಧಾನ ತಿಳಿಸಿದರು. ಅಂತರಸಂತೆ ವಲಯದ ಮೇಲ್ವಿಚಾರಕರಾದ ದಿನೇಶ್, ಒಕ್ಕೂಟದ ಅಧ್ಯಕ್ಷರು, ಮಂಜುನಾಥ್, ಪ್ರಕಾಶ್, ರಘು ಹಾಜರಿದ್ದರು. [1120, 1576, 1472, 1650]
theatre-cell: ಸ್ಟರ್ಲಿಂಗ್ [1124, 481, 1152, 493]
tnpura-subhead: ದಸಂಸ ಜಿಲ್ಲಾ ಸಂಚಾಲಕ ಆಲಗೂಡು ಶಿವಕುಮಾರ್ [587, 750, 1107, 780]
theatre-cell: 4 ಪ್ರದರ್ಶನ [1405, 399, 1441, 410]
theatre-cell: (2541451) [1204, 446, 1251, 457]
theatre-cell: 4 ಪ್ರದರ್ಶನ [1405, 353, 1441, 364]
theatre-cell: ಗಾಯತ್ರಿ [1124, 365, 1147, 376]
drc-screen-row: ಸ್ಕ್ರೀನ್ 2 ಮಾರ್ಜಾಲ (ಕ) ಬೆ. 11, ನ್ಯೂರಾನ್ (ಕ) ಮ. 1.55, ಹಾರರ್ ಹಾಲ್ಟ್ (ಹಿಂ) ಸಂ. 7.15, ರಾ. 9.55, ಕಾಲಾಯ ತಸ್ಮೈ ನಮಃ (ಕ) ಸಂ. 4.45 [1121, 780, 1473, 807]
cinema-notice: ಸೂಚನೆ: ಸಿನಿಮಾ ಮಂದಿರಗಳಲ್ಲಿ ಪ್ರದರ್ಶನದ ಸಮಯ ಮತ್ತು ಚಿತ್ರಗಳು ಬದಲಾಗುವ ಸಾಧ್ಯತೆ ಇರುತ್ತದೆ. ಆದ್ದರಿಂದ ಪ್ರೇಕ್ಷಕರು ಮೊದಲೇ ವಿಚಾರಿಸಿ ಖಚಿತಪಡಿಸಿಕೊಳ್ಳಬೇಕು. [1120, 1318, 1467, 1341]
theatre-title: ಮೈಸೂರಿನ ಚಿತ್ರಮಂದಿರಗಳಲ್ಲಿ [1121, 290, 1473, 324]
theatre-row [1121, 423, 1473, 435]
theatre-cell: ---- [1298, 505, 1312, 516]
theatre-cell: ಕಾಲಾಯ ತಸ್ಮೈ ನಮಃ (ಕ) [1298, 411, 1371, 422]
drc-screen-row: ಸ್ಕ್ರೀನ್ 1 ಫೋರ್ಡ್ ವಿ ಫೆರಾರಿ (ಇಂ/ಕ) ಬೆ. 10.45, ಚಂದ್ರ ದರ್ಶನ (ಕ) ಮ. 1.45, ಫ್ರೋಜನ್-2 (ಇಂ/ತ) ಸಂ. 5.30, 7.45, ರಾ. 9.55 [1121, 752, 1473, 780]
theatre-row [1121, 365, 1473, 377]
registration-dot [1417, 2007, 1426, 2016]
page-number: 11 [239, 172, 279, 206]
ayushman-caption: ನಂಜನಗೂಡಿನ ವಾರ್ಡ್ 4ರಲ್ಲಿ ಕೇಂದ್ರ ಸರ್ಕಾರದ ಆರೋಗ್ಯ ವಿಮಾ ಯೋಜನೆ ಆಯುಷ್ಮಾನ್ ಭಾರತ್‌ಗೆ ನೋಂದಣಿ ಮಾಡಿಸಿದ ಫಲಾನುಭವಿಗಳಿಗೆ ಶಾಸಕ ಹರ್ಷವರ್ಧನ್ ಆಯುಷ್ಮಾನ್ ಭಾರತ್ ಕಾರ್ಡ್‌ಗಳನ್ನು ವಿತರಿಸಿದರು. [223, 1524, 568, 1545]
theatre-cell: ಆಯುಷ್ಮಾನ್ ಭವ (ಕ) [1298, 365, 1363, 376]
theatre-cell: 4 ಪ್ರದರ್ಶನ [1405, 493, 1441, 504]
theatre-cell: (2443584) [1204, 376, 1251, 387]
theatre-cell: 4 ಪ್ರದರ್ಶನ [1405, 528, 1441, 539]
theatre-row [1121, 540, 1473, 552]
theatre-cell: ಮಹದೇಶ್ವರ [1124, 528, 1158, 539]
pvr-listing [1120, 1148, 1474, 1316]
farmer-col-1: ಮಲ್ಲಾಡಿ, ನ. 24(ಎನ್‌ಎಸ್)- ರೈತರು ಬೆಳೆದ ಬೆಳೆಗೆ ವೈಜ್ಞಾನಿಕ ಬೆಲೆ ದೊರಕಿದಾಗ ಮಾತ್ರ ರೈತರ ಬದುಕು ಹಸನಾಗುತ್ತದೆ ಎಂದು ಕರ್ನಾಟಕ ರಾಜ್ಯ ರೈತ ಸಂಘ ಹಾಗೂ ಹಸಿರು ಸೇನೆಯ ರಾಜ್ಯಾಧ್ಯಕ್ಷ ಬಡಗಲಪುರ ನಾಗೇಂದ್ರ ತಿಳಿಸಿದರು. ಸಮೀಪದ ಹೊಸ ಕೋಟೆಗ್ರಾಮದಲ್ಲಿ ಸಂಘದ ಘಟಕ ಉದ್ಘಾಟಿಸಿ ಮಾತನಾಡಿದ ಅವರು, 1982 ರಲ್ಲಿ ಪ್ರೊ. ನಂಜುಂಡಸ್ವಾಮಿ ಅವರು ಸಂಘ ಸ್ಥಾಪಿಸಿದರು ಎಂದರು. [583, 1242, 744, 1354]
theatre-cell: ಶ್ರೀನಿವಾಸ್ [1124, 469, 1154, 480]
naadu-col-3: ನಾಗರಿಕರಿಗೆ ಸಂಚಾರ ನಿಯಮಗಳ ಕುರಿತು ಅರಿವು ಮೂಡಿಸಲಾಯಿತು. ಸಂಘದ ಪದಾಧಿಕಾರಿಗಳು, ಸದಸ್ಯರು ಹಾಗೂ ಪೊಲೀಸ್ ಇಲಾಖೆ ಸಿಬ್ಬಂದಿ ಹಾಜರಿದ್ದರು. [939, 1859, 1109, 1896]
pvr-logo: PVR CINEMAS [1127, 1151, 1164, 1177]
registration-dot [840, 2007, 849, 2016]
utsava-headline: ಇಂದು ಶ್ರೀ ಶ್ರೀಕಂಠೇಶ್ವರ ಸ್ವಾಮಿಯವರ ಹೂವಿನ ಪಲ್ಲಕ್ಕಿ ಉತ್ಸವ [1163, 1368, 1431, 1383]
